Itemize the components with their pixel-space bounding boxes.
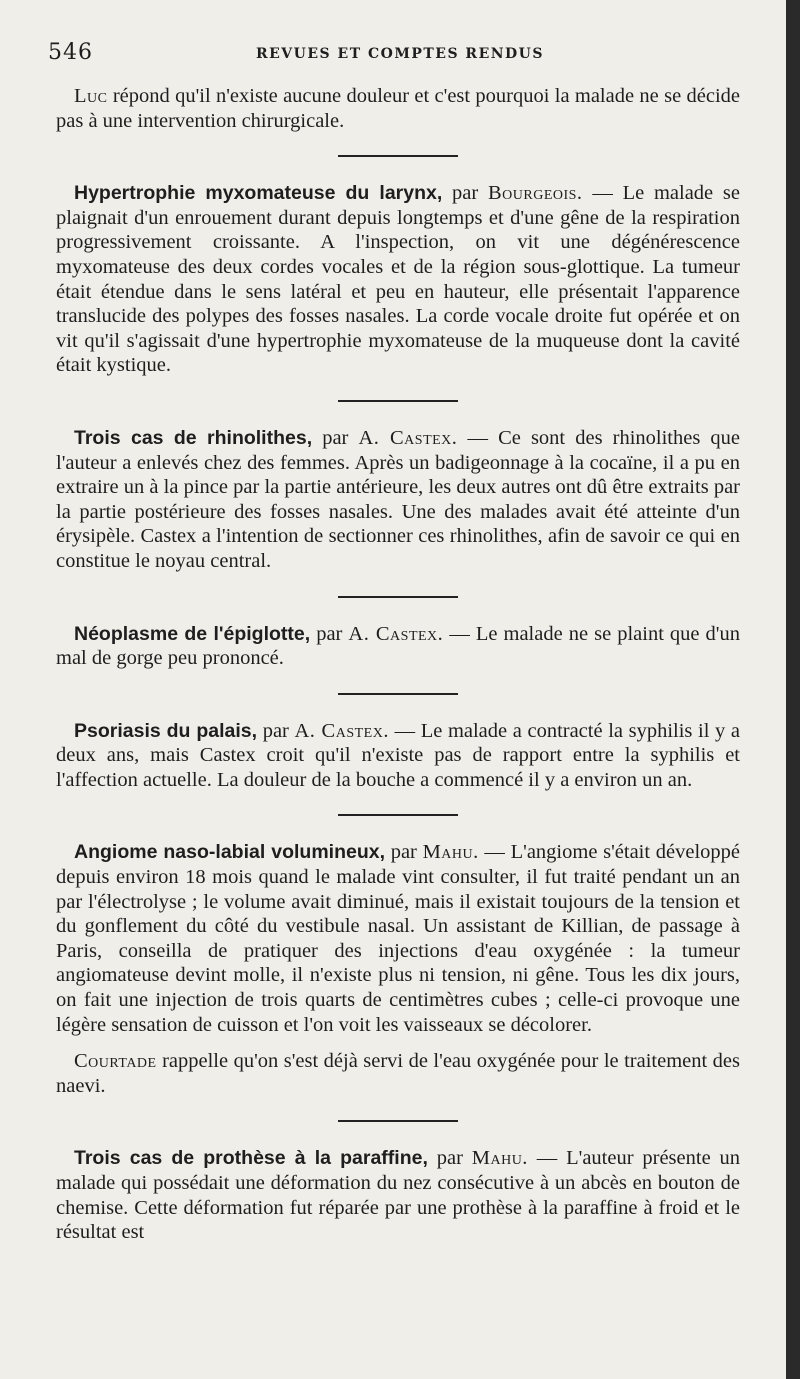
- section-par: par: [312, 426, 359, 449]
- section-author: Mahu.: [471, 1147, 528, 1170]
- section-title: Trois cas de prothèse à la paraffine,: [74, 1147, 428, 1170]
- article-body: [56, 84, 740, 1245]
- section-divider: [338, 814, 458, 816]
- section-par: par: [385, 841, 423, 864]
- section-text: — Le malade a contracté la syphilis il y a deux ans, mais Castex croit qu'il n'existe pas de rapport entre la syphilis et l'affection actuelle. La douleur de la bouche a commencé il y a environ un an.: [56, 719, 740, 791]
- section-text: — Le malade ne se plaint que d'un mal de gorge peu prononcé.: [56, 622, 740, 670]
- section-title: Trois cas de rhinolithes,: [74, 426, 313, 449]
- section-divider: [338, 693, 458, 695]
- followup-text: rappelle qu'on s'est déjà servi de l'eau oxygénée pour le traitement des naevi.: [56, 1050, 740, 1097]
- page-edge-shadow: [786, 0, 800, 1379]
- section-author: Bourgeois.: [487, 182, 583, 205]
- followup-speaker: Courtade: [74, 1050, 157, 1073]
- section-text: — Le malade se plaignait d'un enrouement durant depuis longtemps et d'une gêne de la respiration progressivement croissante. A l'inspection, on vit une dégénérescence myxomateuse des deux cordes vocales et de la région sous-glottique. La tumeur était étendue dans le sens latéral et peu en hauteur, elle présentait l'apparence translucide des polypes des fosses nasales. La corde vocale droite fut opérée et on vit qu'il s'agissait d'une hypertrophie myxomateuse de la muqueuse dont la cavité était kystique.: [56, 182, 740, 377]
- section-author: A. Castex.: [358, 426, 458, 449]
- section-text: — L'auteur présente un malade qui possédait une déformation du nez consécutive à un abcès en bouton de chemise. Cette déformation fut réparée par une prothèse à la paraffine à froid et le résultat est: [56, 1147, 741, 1244]
- section-author: A. Castex.: [348, 622, 444, 645]
- section-text: — Ce sont des rhinolithes que l'auteur a enlevés chez des femmes. Après un badigeonnage à la cocaïne, il a pu en extraire un à la pince par la partie antérieure, les deux autres ont dû être extraits par la partie postérieure des fosses nasales. Une des malades avait été atteinte d'un érysipèle. Castex a l'intention de sectionner ces rhinolithes, afin de savoir ce qui en constitue le noyau central.: [56, 426, 741, 572]
- section-par: par: [442, 182, 488, 205]
- section-par: par: [427, 1147, 472, 1170]
- followup-paragraph: [56, 1049, 740, 1098]
- section-divider: [338, 155, 458, 157]
- section-paragraph: [56, 426, 740, 574]
- section-paragraph: [56, 181, 740, 378]
- section-author: A. Castex.: [294, 719, 389, 742]
- section-par: par: [257, 719, 295, 742]
- section-text: — L'angiome s'était développé depuis environ 18 mois quand le malade vint consulter, il fut traité pendant un an par l'électrolyse ; le volume avait diminué, mais il existait toujours de la tension et du gonflement du côté du vestibule nasal. Un assistant de Killian, de passage à Paris, conseilla de pratiquer des injections d'eau oxygénée : la tumeur angiomateuse devint molle, il n'existe plus ni tension, ni gêne. Tous les dix jours, on fait une injection de trois quarts de centimètres cubes ; celle-ci provoque une légère sensation de cuisson et l'on voit les vaisseaux se décolorer.: [56, 841, 740, 1036]
- section-paragraph: [56, 840, 740, 1037]
- intro-paragraph: [56, 84, 740, 133]
- section-author: Mahu.: [422, 841, 479, 864]
- section-title: Psoriasis du palais,: [74, 719, 258, 742]
- section-paragraph: [56, 719, 740, 793]
- section-divider: [338, 400, 458, 402]
- section-title: Néoplasme de l'épiglotte,: [74, 622, 311, 645]
- intro-text: répond qu'il n'existe aucune douleur et c'est pourquoi la malade ne se décide pas à une intervention chirurgicale.: [56, 85, 740, 132]
- paragraph-gap: [56, 1037, 740, 1049]
- intro-speaker: Luc: [74, 85, 108, 107]
- section-divider: [338, 1120, 458, 1122]
- running-title: REVUES ET COMPTES RENDUS: [256, 46, 544, 62]
- section-paragraph: [56, 1146, 740, 1244]
- page-number: 546: [48, 40, 93, 65]
- section-divider: [338, 596, 458, 598]
- section-title: Hypertrophie myxomateuse du larynx,: [74, 182, 443, 205]
- page-header: [48, 40, 752, 74]
- section-par: par: [310, 622, 349, 645]
- section-paragraph: [56, 622, 740, 671]
- section-title: Angiome naso-labial volumineux,: [74, 841, 386, 864]
